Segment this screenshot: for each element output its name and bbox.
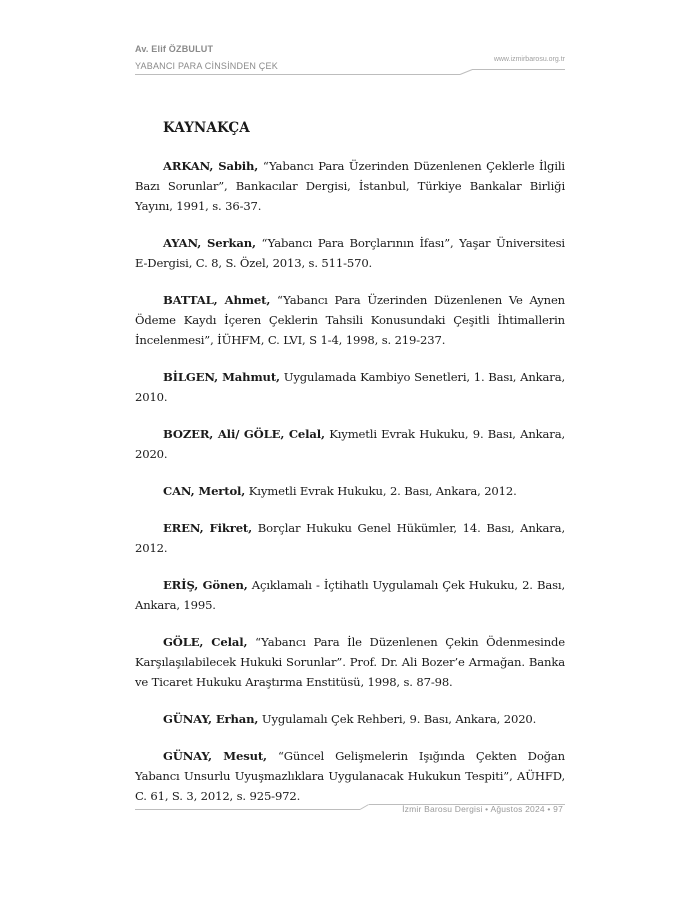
page-content <box>135 112 565 823</box>
reference-author: BİLGEN, Mahmut, <box>163 370 280 384</box>
reference-item <box>135 481 565 501</box>
reference-text: “Yabancı Para Borçlarının İfası”, Yaşar Üniversitesi E-Dergisi, C. 8, S. Özel, 2013, s. 511-570. <box>135 236 565 270</box>
reference-author: GÜNAY, Erhan, <box>163 712 259 726</box>
reference-author: AYAN, Serkan, <box>163 236 256 250</box>
reference-author: CAN, Mertol, <box>163 484 246 498</box>
reference-text: Borçlar Hukuku Genel Hükümler, 14. Bası, Ankara, 2012. <box>135 521 565 555</box>
reference-text: Uygulamada Kambiyo Senetleri, 1. Bası, Ankara, 2010. <box>135 370 565 404</box>
reference-text: “Yabancı Para Üzerinden Düzenlenen Ve Aynen Ödeme Kaydı İçeren Çeklerin Tahsili Konusundaki Çeşitli İhtimallerin İncelenmesi”, İÜHFM, C. LVI, S 1-4, 1998, s. 219-237. <box>135 293 565 347</box>
reference-text: Açıklamalı - İçtihatlı Uygulamalı Çek Hukuku, 2. Bası, Ankara, 1995. <box>135 578 565 612</box>
reference-item <box>135 575 565 615</box>
reference-author: GÜNAY, Mesut, <box>163 749 267 763</box>
header-rule-slant <box>460 69 472 75</box>
reference-text: “Yabancı Para İle Düzenlenen Çekin Ödenmesinde Karşılaşılabilecek Hukuki Sorunlar”. Prof. Dr. Ali Bozer’e Armağan. Banka ve Ticaret Hukuku Araştırma Enstitüsü, 1998, s. 87-98. <box>135 635 566 689</box>
header-subtitle: YABANCI PARA CİNSİNDEN ÇEK <box>135 61 278 71</box>
reference-author: ERİŞ, Gönen, <box>163 578 248 592</box>
reference-author: ARKAN, Sabih, <box>163 159 259 173</box>
header-rule <box>135 74 460 75</box>
reference-author: GÖLE, Celal, <box>163 635 248 649</box>
header-url: www.izmirbarosu.org.tr <box>493 56 565 63</box>
reference-item <box>135 518 565 558</box>
footer-journal-page: İzmir Barosu Dergisi • Ağustos 2024 • 97 <box>402 804 563 814</box>
reference-text: Kıymetli Evrak Hukuku, 9. Bası, Ankara, 2020. <box>135 427 565 461</box>
reference-list <box>135 156 565 806</box>
header-rule-right <box>472 69 565 70</box>
reference-item <box>135 746 565 806</box>
reference-item <box>135 233 565 273</box>
reference-item <box>135 632 565 692</box>
reference-text: “Yabancı Para Üzerinden Düzenlenen Çeklerle İlgili Bazı Sorunlar”, Bankacılar Dergisi, İstanbul, Türkiye Bankalar Birliği Yayını, 1991, s. 36-37. <box>135 159 565 213</box>
reference-text: Uygulamalı Çek Rehberi, 9. Bası, Ankara, 2020. <box>261 712 537 726</box>
section-title: KAYNAKÇA <box>163 120 250 136</box>
header-author: Av. Elif ÖZBULUT <box>135 44 214 54</box>
reference-item <box>135 709 565 729</box>
reference-author: EREN, Fikret, <box>163 521 253 535</box>
reference-item <box>135 367 565 407</box>
reference-author: BOZER, Ali/ GÖLE, Celal, <box>163 427 325 441</box>
reference-item <box>135 424 565 464</box>
reference-text: “Güncel Gelişmelerin Işığında Çekten Doğan Yabancı Unsurlu Uyuşmazlıklara Uygulanacak Hukukun Tespiti”, AÜHFD, C. 61, S. 3, 2012, s. 925-972. <box>135 749 565 803</box>
reference-text: Kıymetli Evrak Hukuku, 2. Bası, Ankara, 2012. <box>248 484 517 498</box>
reference-item <box>135 290 565 350</box>
reference-item <box>135 156 565 216</box>
footer-rule <box>135 809 360 810</box>
reference-author: BATTAL, Ahmet, <box>163 293 271 307</box>
